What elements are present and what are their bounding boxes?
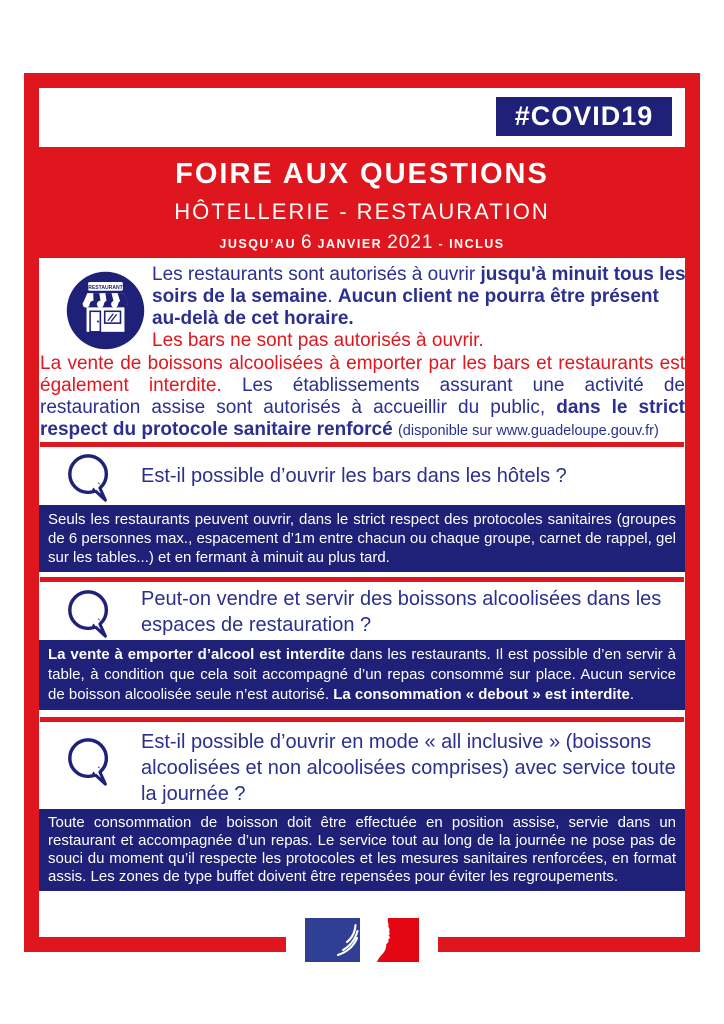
marianne-french-government-logo bbox=[286, 918, 438, 962]
header-band bbox=[39, 147, 685, 258]
intro-seg-1: Les restaurants sont autorisés à ouvrir bbox=[152, 264, 481, 285]
paragraph-availability-note: (disponible sur www.guadeloupe.gouv.fr) bbox=[397, 423, 659, 439]
question-1: Est-il possible d’ouvrir les bars dans les hôtels ? bbox=[141, 465, 567, 487]
answer-2-bold-1: La vente à emporter d’alcool est interdite bbox=[48, 646, 346, 663]
covid19-badge bbox=[496, 97, 672, 136]
dateline-day: 6 bbox=[300, 232, 313, 253]
paragraph-blue-part: Les établissements assurant une activité de restauration assise sont autorisés à accueillir du public, bbox=[40, 375, 685, 418]
validity-dateline bbox=[39, 232, 685, 254]
section-divider bbox=[40, 442, 684, 447]
speech-bubble-icon bbox=[65, 588, 115, 640]
covid19-badge-label: #COVID19 bbox=[514, 101, 654, 131]
page-subtitle: HÔTELLERIE - RESTAURATION bbox=[174, 199, 550, 224]
intro-seg-2: . bbox=[327, 286, 338, 307]
answer-box-1: Seuls les restaurants peuvent ouvrir, dans le strict respect des protocoles sanitaires (groupes de 6 personnes max., espacement d’1m entre chacun ou chaque groupe, carnet de rappel, gel sur les tables...) et en fermant à minuit au plus tard. bbox=[39, 505, 685, 572]
dateline-month: JANVIER bbox=[317, 237, 383, 251]
answer-2-regular-1: dans les restaurants. Il est possible d’en servir à table, à condition que cela soit accompagné d’un repas consommé sur place. Aucun service de boisson alcoolisée seule n’est autorisé. bbox=[48, 646, 676, 703]
dateline-suffix: - INCLUS bbox=[438, 237, 505, 251]
answer-2-bold-2: La consommation « debout » est interdite bbox=[333, 686, 630, 703]
alcohol-rules-paragraph bbox=[40, 353, 685, 442]
dateline-year: 2021 bbox=[387, 232, 434, 253]
answer-box-2 bbox=[39, 640, 685, 710]
paragraph-red-part: La vente de boissons alcoolisées à emporter par les bars et restaurants est également interdite. bbox=[40, 353, 685, 396]
restaurant-storefront-icon bbox=[66, 271, 145, 350]
intro-bars-line: Les bars ne sont pas autorisés à ouvrir. bbox=[152, 330, 484, 351]
speech-bubble-icon bbox=[65, 736, 115, 788]
paragraph-blue-bold: dans le strict respect du protocole sanitaire renforcé bbox=[40, 397, 685, 440]
section-divider bbox=[40, 577, 684, 582]
answer-box-3: Toute consommation de boisson doit être effectuée en position assise, servie dans un restaurant et accompagnée d’un repas. Le service tout au long de la journée ne pose pas de souci du moment qu’il respecte les protocoles et les mesures sanitaires renforcées, en format assis. Les zones de type buffet doivent être repensées pour éviter les regroupements. bbox=[39, 809, 685, 891]
page-title: FOIRE AUX QUESTIONS bbox=[175, 158, 549, 190]
section-divider bbox=[40, 717, 684, 722]
question-2: Peut-on vendre et servir des boissons alcoolisées dans les espaces de restauration ? bbox=[141, 588, 662, 636]
answer-2-regular-2: . bbox=[629, 686, 635, 703]
restaurant-sign-label: RESTAURANT bbox=[88, 284, 123, 291]
question-3: Est-il possible d’ouvrir en mode « all inclusive » (boissons alcoolisées et non alcoolisées comprises) avec service toute la journée ? bbox=[141, 731, 676, 805]
intro-seg-1-bold: jusqu'à minuit tous les soirs de la semaine bbox=[152, 264, 686, 307]
intro-seg-2-bold: Aucun client ne pourra être présent au-delà de cet horaire. bbox=[152, 286, 659, 329]
dateline-prefix: JUSQU’AU bbox=[219, 237, 296, 251]
intro-text bbox=[152, 264, 692, 352]
speech-bubble-icon bbox=[65, 452, 115, 504]
